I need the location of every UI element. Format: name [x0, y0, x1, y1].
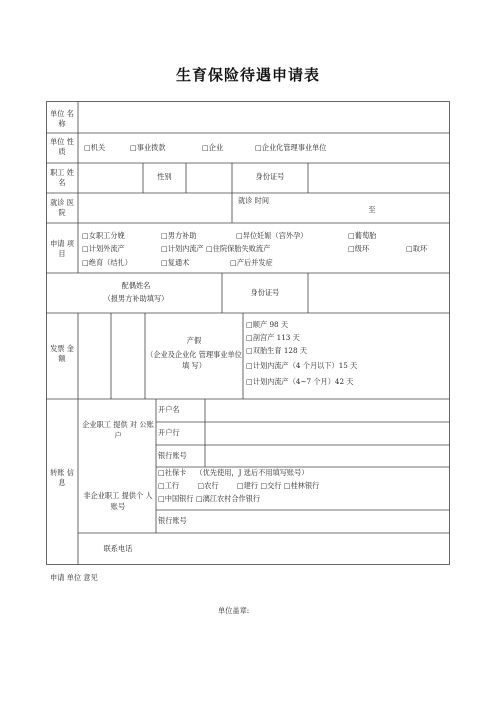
- checkbox-hydatidiform-mole[interactable]: □葡萄胎: [348, 231, 377, 240]
- checkbox-unplanned-abortion[interactable]: □计划外流产: [82, 244, 125, 253]
- checkbox-postpartum-complication[interactable]: □产后并发症: [230, 258, 273, 267]
- checkbox-enterprise[interactable]: □企业: [202, 143, 224, 152]
- unit-opinion-label: 申请 单位 意见: [50, 573, 98, 582]
- checkbox-organ[interactable]: □机关: [84, 143, 106, 152]
- maternity-leave-label: 产假: [186, 336, 202, 345]
- spouse-name-label: 配偶姓名: [121, 281, 151, 290]
- checkbox-twins[interactable]: □双胎生育 128 天: [246, 346, 308, 355]
- checkbox-social-security-card[interactable]: □社保卡 （优先使用，J 选后不用填写账号）: [158, 468, 309, 477]
- personal-account-number-label: 银行账号: [158, 516, 187, 525]
- checkbox-sterilization[interactable]: □绝育（结扎）: [82, 258, 132, 267]
- spouse-id-label: 身份证号: [250, 288, 280, 297]
- bank-label: 开户行: [158, 428, 180, 437]
- employee-name-label: 职工 姓名: [50, 168, 74, 187]
- invoice-amount-label: 发票 金额: [50, 344, 74, 363]
- checkbox-abortion-under-4m[interactable]: □计划内流产（4 个月以下）15 天: [246, 361, 358, 370]
- to-label: 至: [368, 205, 376, 214]
- checkbox-ectopic-pregnancy[interactable]: □异位妊娠（宫外孕）: [236, 231, 308, 240]
- checkbox-female-delivery[interactable]: □女职工分娩: [82, 231, 125, 240]
- application-form-table: [46, 101, 450, 565]
- apply-items-label: 申请 项目: [50, 239, 74, 258]
- checkbox-iud-removal[interactable]: □取环: [406, 244, 428, 253]
- maternity-leave-note: （企业及企业化 管理事业单位填 写）: [146, 350, 242, 370]
- unit-name-label: 单位 名 称: [50, 109, 74, 128]
- checkbox-natural-birth[interactable]: □顺产 98 天: [246, 320, 289, 329]
- gender-label: 性别: [157, 172, 172, 181]
- checkbox-reversal-surgery[interactable]: □复通术: [161, 258, 190, 267]
- visit-time-label: 就诊 时间: [238, 196, 270, 205]
- checkbox-male-subsidy[interactable]: □男方补助: [161, 231, 197, 240]
- bank-options-line1[interactable]: □工行 □农行 □建行 □交行 □桂林银行: [158, 481, 320, 490]
- enterprise-account-label: 企业职工 提供 对 公账户: [82, 420, 154, 440]
- account-name-label: 开户名: [158, 405, 180, 414]
- unit-seal-label: 单位盖章:: [218, 606, 250, 615]
- transfer-info-label: 转账 信 息: [50, 468, 74, 487]
- non-enterprise-account-label: 非企业职工 提供个 人账号: [83, 491, 153, 511]
- checkbox-iud-insertion[interactable]: □级环: [348, 244, 370, 253]
- contact-phone-label: 联系电话: [103, 544, 133, 553]
- account-number-label: 银行账号: [158, 451, 187, 460]
- id-number-label: 身份证号: [255, 172, 285, 181]
- hospital-label: 就诊 医院: [50, 198, 74, 217]
- bank-options-line2[interactable]: □中国银行 □漓江农村合作银行: [158, 494, 261, 503]
- checkbox-enterprise-managed-institution[interactable]: □企业化管理事业单位: [255, 143, 327, 152]
- checkbox-cesarean[interactable]: □剖宫产 113 天: [246, 333, 300, 342]
- spouse-note: （报男方补助填写）: [103, 294, 169, 303]
- checkbox-public-institution[interactable]: □事业拨款: [130, 143, 166, 152]
- unit-type-label: 单位 性质: [50, 137, 74, 156]
- checkbox-abortion-4-7m[interactable]: □计划内流产（4~7 个月）42 天: [246, 377, 354, 386]
- checkbox-planned-abortion[interactable]: □计划内流产 □住院保胎失败流产: [161, 244, 271, 253]
- form-title: 生育保险待遇申请表: [175, 66, 320, 84]
